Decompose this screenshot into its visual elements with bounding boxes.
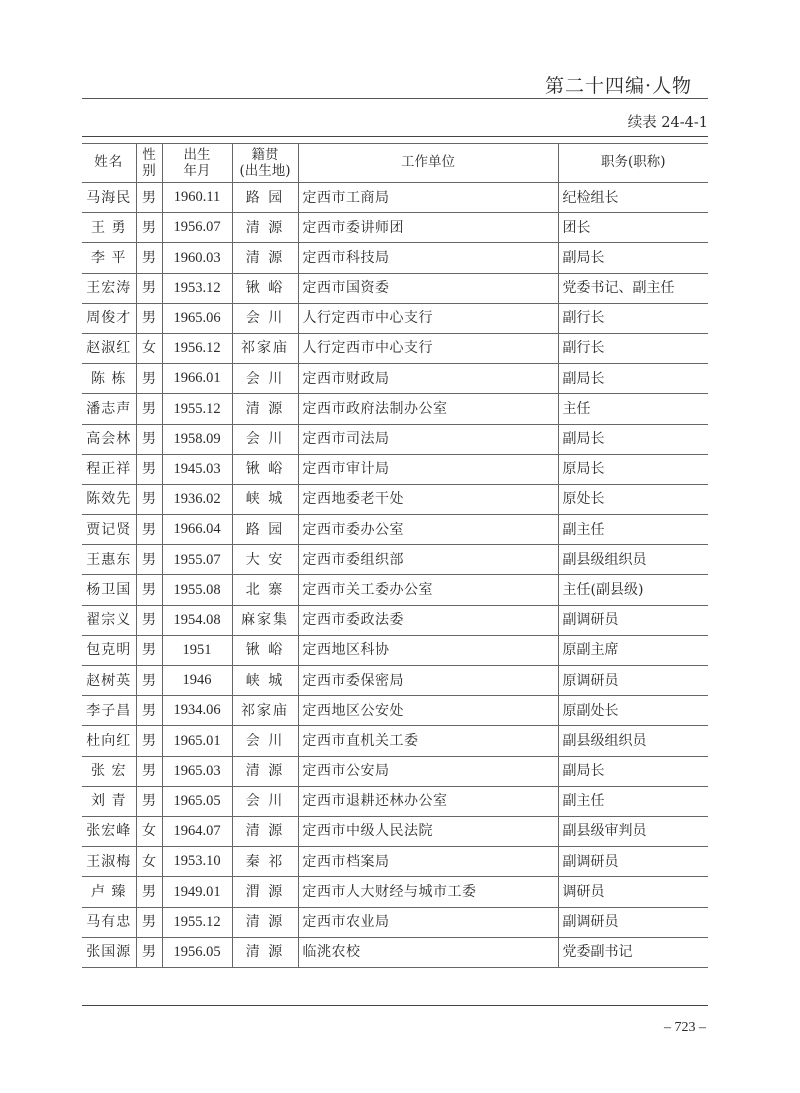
cell-birth: 1945.03	[162, 454, 232, 484]
cell-birth: 1965.03	[162, 756, 232, 786]
cell-birth: 1964.07	[162, 816, 232, 846]
cell-birth: 1956.07	[162, 213, 232, 243]
cell-birth: 1951	[162, 635, 232, 665]
cell-birth: 1956.12	[162, 333, 232, 363]
cell-sex: 男	[136, 877, 162, 907]
cell-origin: 清 源	[232, 394, 298, 424]
cell-unit: 临洮农校	[298, 937, 558, 967]
table-row	[82, 696, 708, 726]
cell-birth: 1949.01	[162, 877, 232, 907]
table-row	[82, 243, 708, 273]
cell-name: 翟宗义	[82, 605, 136, 635]
cell-birth: 1953.10	[162, 847, 232, 877]
table-top-rule	[82, 136, 708, 137]
cell-birth: 1960.11	[162, 183, 232, 213]
cell-origin: 路 园	[232, 183, 298, 213]
cell-name: 王宏涛	[82, 273, 136, 303]
cell-sex: 男	[136, 937, 162, 967]
table-row	[82, 333, 708, 363]
table-row	[82, 545, 708, 575]
cell-origin: 锹 峪	[232, 454, 298, 484]
cell-origin: 会 川	[232, 786, 298, 816]
cell-birth: 1936.02	[162, 484, 232, 514]
table-body	[82, 183, 708, 968]
header-rule	[82, 98, 708, 99]
cell-origin: 渭 源	[232, 877, 298, 907]
cell-unit: 定西市人大财经与城市工委	[298, 877, 558, 907]
cell-unit: 定西市农业局	[298, 907, 558, 937]
table-row	[82, 877, 708, 907]
cell-unit: 定西地委老干处	[298, 484, 558, 514]
cell-origin: 清 源	[232, 756, 298, 786]
cell-unit: 定西地区公安处	[298, 696, 558, 726]
cell-post: 副主任	[558, 515, 708, 545]
cell-name: 卢 臻	[82, 877, 136, 907]
cell-sex: 男	[136, 394, 162, 424]
cell-origin: 麻家集	[232, 605, 298, 635]
cell-birth: 1955.12	[162, 907, 232, 937]
table-header-row	[82, 144, 708, 183]
cell-unit: 定西市财政局	[298, 364, 558, 394]
cell-birth: 1965.01	[162, 726, 232, 756]
cell-post: 纪检组长	[558, 183, 708, 213]
cell-sex: 男	[136, 635, 162, 665]
cell-post: 副调研员	[558, 847, 708, 877]
cell-unit: 人行定西市中心支行	[298, 333, 558, 363]
cell-origin: 会 川	[232, 364, 298, 394]
cell-sex: 男	[136, 303, 162, 333]
cell-unit: 定西市委保密局	[298, 666, 558, 696]
cell-post: 调研员	[558, 877, 708, 907]
cell-sex: 女	[136, 333, 162, 363]
cell-post: 副调研员	[558, 605, 708, 635]
cell-sex: 男	[136, 575, 162, 605]
cell-origin: 大 安	[232, 545, 298, 575]
cell-post: 副行长	[558, 333, 708, 363]
cell-origin: 路 园	[232, 515, 298, 545]
cell-unit: 定西市司法局	[298, 424, 558, 454]
table-row	[82, 213, 708, 243]
cell-name: 王淑梅	[82, 847, 136, 877]
column-header-sex	[136, 144, 162, 183]
cell-origin: 峡 城	[232, 666, 298, 696]
cell-name: 陈 栋	[82, 364, 136, 394]
cell-unit: 定西地区科协	[298, 635, 558, 665]
cell-sex: 女	[136, 816, 162, 846]
cell-name: 潘志声	[82, 394, 136, 424]
cell-sex: 男	[136, 907, 162, 937]
table-row	[82, 273, 708, 303]
cell-sex: 男	[136, 183, 162, 213]
cell-post: 原调研员	[558, 666, 708, 696]
cell-sex: 男	[136, 756, 162, 786]
cell-name: 赵树英	[82, 666, 136, 696]
cell-name: 刘 青	[82, 786, 136, 816]
continuation-label: 续表 24-4-1	[627, 115, 708, 131]
cell-sex: 男	[136, 273, 162, 303]
cell-birth: 1956.05	[162, 937, 232, 967]
cell-post: 原处长	[558, 484, 708, 514]
cell-unit: 定西市直机关工委	[298, 726, 558, 756]
cell-name: 周俊才	[82, 303, 136, 333]
cell-unit: 定西市科技局	[298, 243, 558, 273]
cell-post: 副局长	[558, 424, 708, 454]
cell-birth: 1960.03	[162, 243, 232, 273]
cell-post: 副局长	[558, 364, 708, 394]
cell-birth: 1946	[162, 666, 232, 696]
table-row	[82, 847, 708, 877]
cell-name: 张国源	[82, 937, 136, 967]
cell-sex: 男	[136, 515, 162, 545]
cell-post: 副行长	[558, 303, 708, 333]
cell-post: 主任	[558, 394, 708, 424]
table-row	[82, 183, 708, 213]
cell-origin: 清 源	[232, 213, 298, 243]
cell-name: 马海民	[82, 183, 136, 213]
cell-birth: 1955.07	[162, 545, 232, 575]
cell-unit: 定西市退耕还林办公室	[298, 786, 558, 816]
cell-post: 主任(副县级)	[558, 575, 708, 605]
cell-post: 副县级审判员	[558, 816, 708, 846]
table-row	[82, 364, 708, 394]
cell-unit: 定西市审计局	[298, 454, 558, 484]
cell-name: 马有忠	[82, 907, 136, 937]
table-row	[82, 635, 708, 665]
cell-sex: 男	[136, 213, 162, 243]
cell-origin: 清 源	[232, 937, 298, 967]
table-bottom-rule	[82, 1005, 708, 1006]
cell-sex: 男	[136, 696, 162, 726]
cell-origin: 祁家庙	[232, 333, 298, 363]
cell-origin: 峡 城	[232, 484, 298, 514]
table-row	[82, 303, 708, 333]
table-row	[82, 937, 708, 967]
cell-unit: 定西市委讲师团	[298, 213, 558, 243]
column-header-unit: 工作单位	[298, 144, 558, 183]
personnel-table	[82, 143, 708, 968]
cell-sex: 男	[136, 666, 162, 696]
cell-post: 党委副书记	[558, 937, 708, 967]
cell-sex: 男	[136, 454, 162, 484]
table-row	[82, 484, 708, 514]
column-header-birth-line2: 年月	[183, 162, 211, 179]
cell-name: 杜向红	[82, 726, 136, 756]
table-row	[82, 666, 708, 696]
table-row	[82, 575, 708, 605]
cell-name: 贾记贤	[82, 515, 136, 545]
cell-sex: 男	[136, 484, 162, 514]
cell-origin: 锹 峪	[232, 635, 298, 665]
cell-unit: 定西市公安局	[298, 756, 558, 786]
table-row	[82, 726, 708, 756]
cell-sex: 男	[136, 726, 162, 756]
cell-origin: 会 川	[232, 424, 298, 454]
cell-sex: 男	[136, 424, 162, 454]
cell-post: 原副处长	[558, 696, 708, 726]
cell-birth: 1966.01	[162, 364, 232, 394]
cell-name: 张 宏	[82, 756, 136, 786]
cell-unit: 定西市委办公室	[298, 515, 558, 545]
cell-post: 团长	[558, 213, 708, 243]
table-row	[82, 424, 708, 454]
cell-birth: 1954.08	[162, 605, 232, 635]
cell-sex: 女	[136, 847, 162, 877]
cell-birth: 1955.08	[162, 575, 232, 605]
column-header-name: 姓名	[82, 144, 136, 183]
cell-unit: 定西市国资委	[298, 273, 558, 303]
cell-birth: 1955.12	[162, 394, 232, 424]
cell-name: 王惠东	[82, 545, 136, 575]
cell-sex: 男	[136, 786, 162, 816]
cell-origin: 北 寨	[232, 575, 298, 605]
cell-birth: 1965.05	[162, 786, 232, 816]
cell-name: 高会林	[82, 424, 136, 454]
cell-origin: 清 源	[232, 816, 298, 846]
cell-name: 赵淑红	[82, 333, 136, 363]
cell-name: 陈效先	[82, 484, 136, 514]
table-row	[82, 816, 708, 846]
column-header-birth	[162, 144, 232, 183]
column-header-origin-line2: (出生地)	[239, 162, 291, 179]
column-header-sex-line2: 别	[142, 162, 156, 179]
page-number: – 723 –	[664, 1020, 706, 1035]
cell-unit: 定西市工商局	[298, 183, 558, 213]
column-header-post: 职务(职称)	[558, 144, 708, 183]
table-row	[82, 515, 708, 545]
cell-sex: 男	[136, 364, 162, 394]
cell-post: 原副主席	[558, 635, 708, 665]
cell-birth: 1934.06	[162, 696, 232, 726]
running-title: 第二十四编·人物	[544, 75, 692, 97]
table-row	[82, 605, 708, 635]
table-row	[82, 394, 708, 424]
column-header-sex-line1: 性	[142, 146, 156, 163]
cell-unit: 定西市中级人民法院	[298, 816, 558, 846]
cell-sex: 男	[136, 545, 162, 575]
cell-birth: 1958.09	[162, 424, 232, 454]
cell-post: 副县级组织员	[558, 726, 708, 756]
cell-post: 副局长	[558, 243, 708, 273]
cell-origin: 清 源	[232, 243, 298, 273]
cell-name: 张宏峰	[82, 816, 136, 846]
cell-sex: 男	[136, 243, 162, 273]
table-row	[82, 756, 708, 786]
cell-name: 杨卫国	[82, 575, 136, 605]
cell-origin: 会 川	[232, 726, 298, 756]
cell-name: 包克明	[82, 635, 136, 665]
table-row	[82, 907, 708, 937]
cell-birth: 1965.06	[162, 303, 232, 333]
cell-unit: 定西市档案局	[298, 847, 558, 877]
cell-name: 李子昌	[82, 696, 136, 726]
cell-origin: 清 源	[232, 907, 298, 937]
cell-unit: 定西市政府法制办公室	[298, 394, 558, 424]
cell-unit: 人行定西市中心支行	[298, 303, 558, 333]
column-header-origin	[232, 144, 298, 183]
table-row	[82, 786, 708, 816]
cell-birth: 1966.04	[162, 515, 232, 545]
cell-origin: 秦 祁	[232, 847, 298, 877]
cell-name: 李 平	[82, 243, 136, 273]
cell-post: 副县级组织员	[558, 545, 708, 575]
cell-post: 副调研员	[558, 907, 708, 937]
table-row	[82, 454, 708, 484]
cell-post: 副主任	[558, 786, 708, 816]
cell-unit: 定西市委组织部	[298, 545, 558, 575]
cell-post: 党委书记、副主任	[558, 273, 708, 303]
cell-sex: 男	[136, 605, 162, 635]
cell-name: 王 勇	[82, 213, 136, 243]
cell-origin: 祁家庙	[232, 696, 298, 726]
cell-post: 副局长	[558, 756, 708, 786]
cell-birth: 1953.12	[162, 273, 232, 303]
cell-post: 原局长	[558, 454, 708, 484]
cell-unit: 定西市关工委办公室	[298, 575, 558, 605]
cell-origin: 会 川	[232, 303, 298, 333]
cell-name: 程正祥	[82, 454, 136, 484]
cell-origin: 锹 峪	[232, 273, 298, 303]
cell-unit: 定西市委政法委	[298, 605, 558, 635]
column-header-birth-line1: 出生	[183, 146, 211, 163]
column-header-origin-line1: 籍贯	[251, 146, 279, 163]
